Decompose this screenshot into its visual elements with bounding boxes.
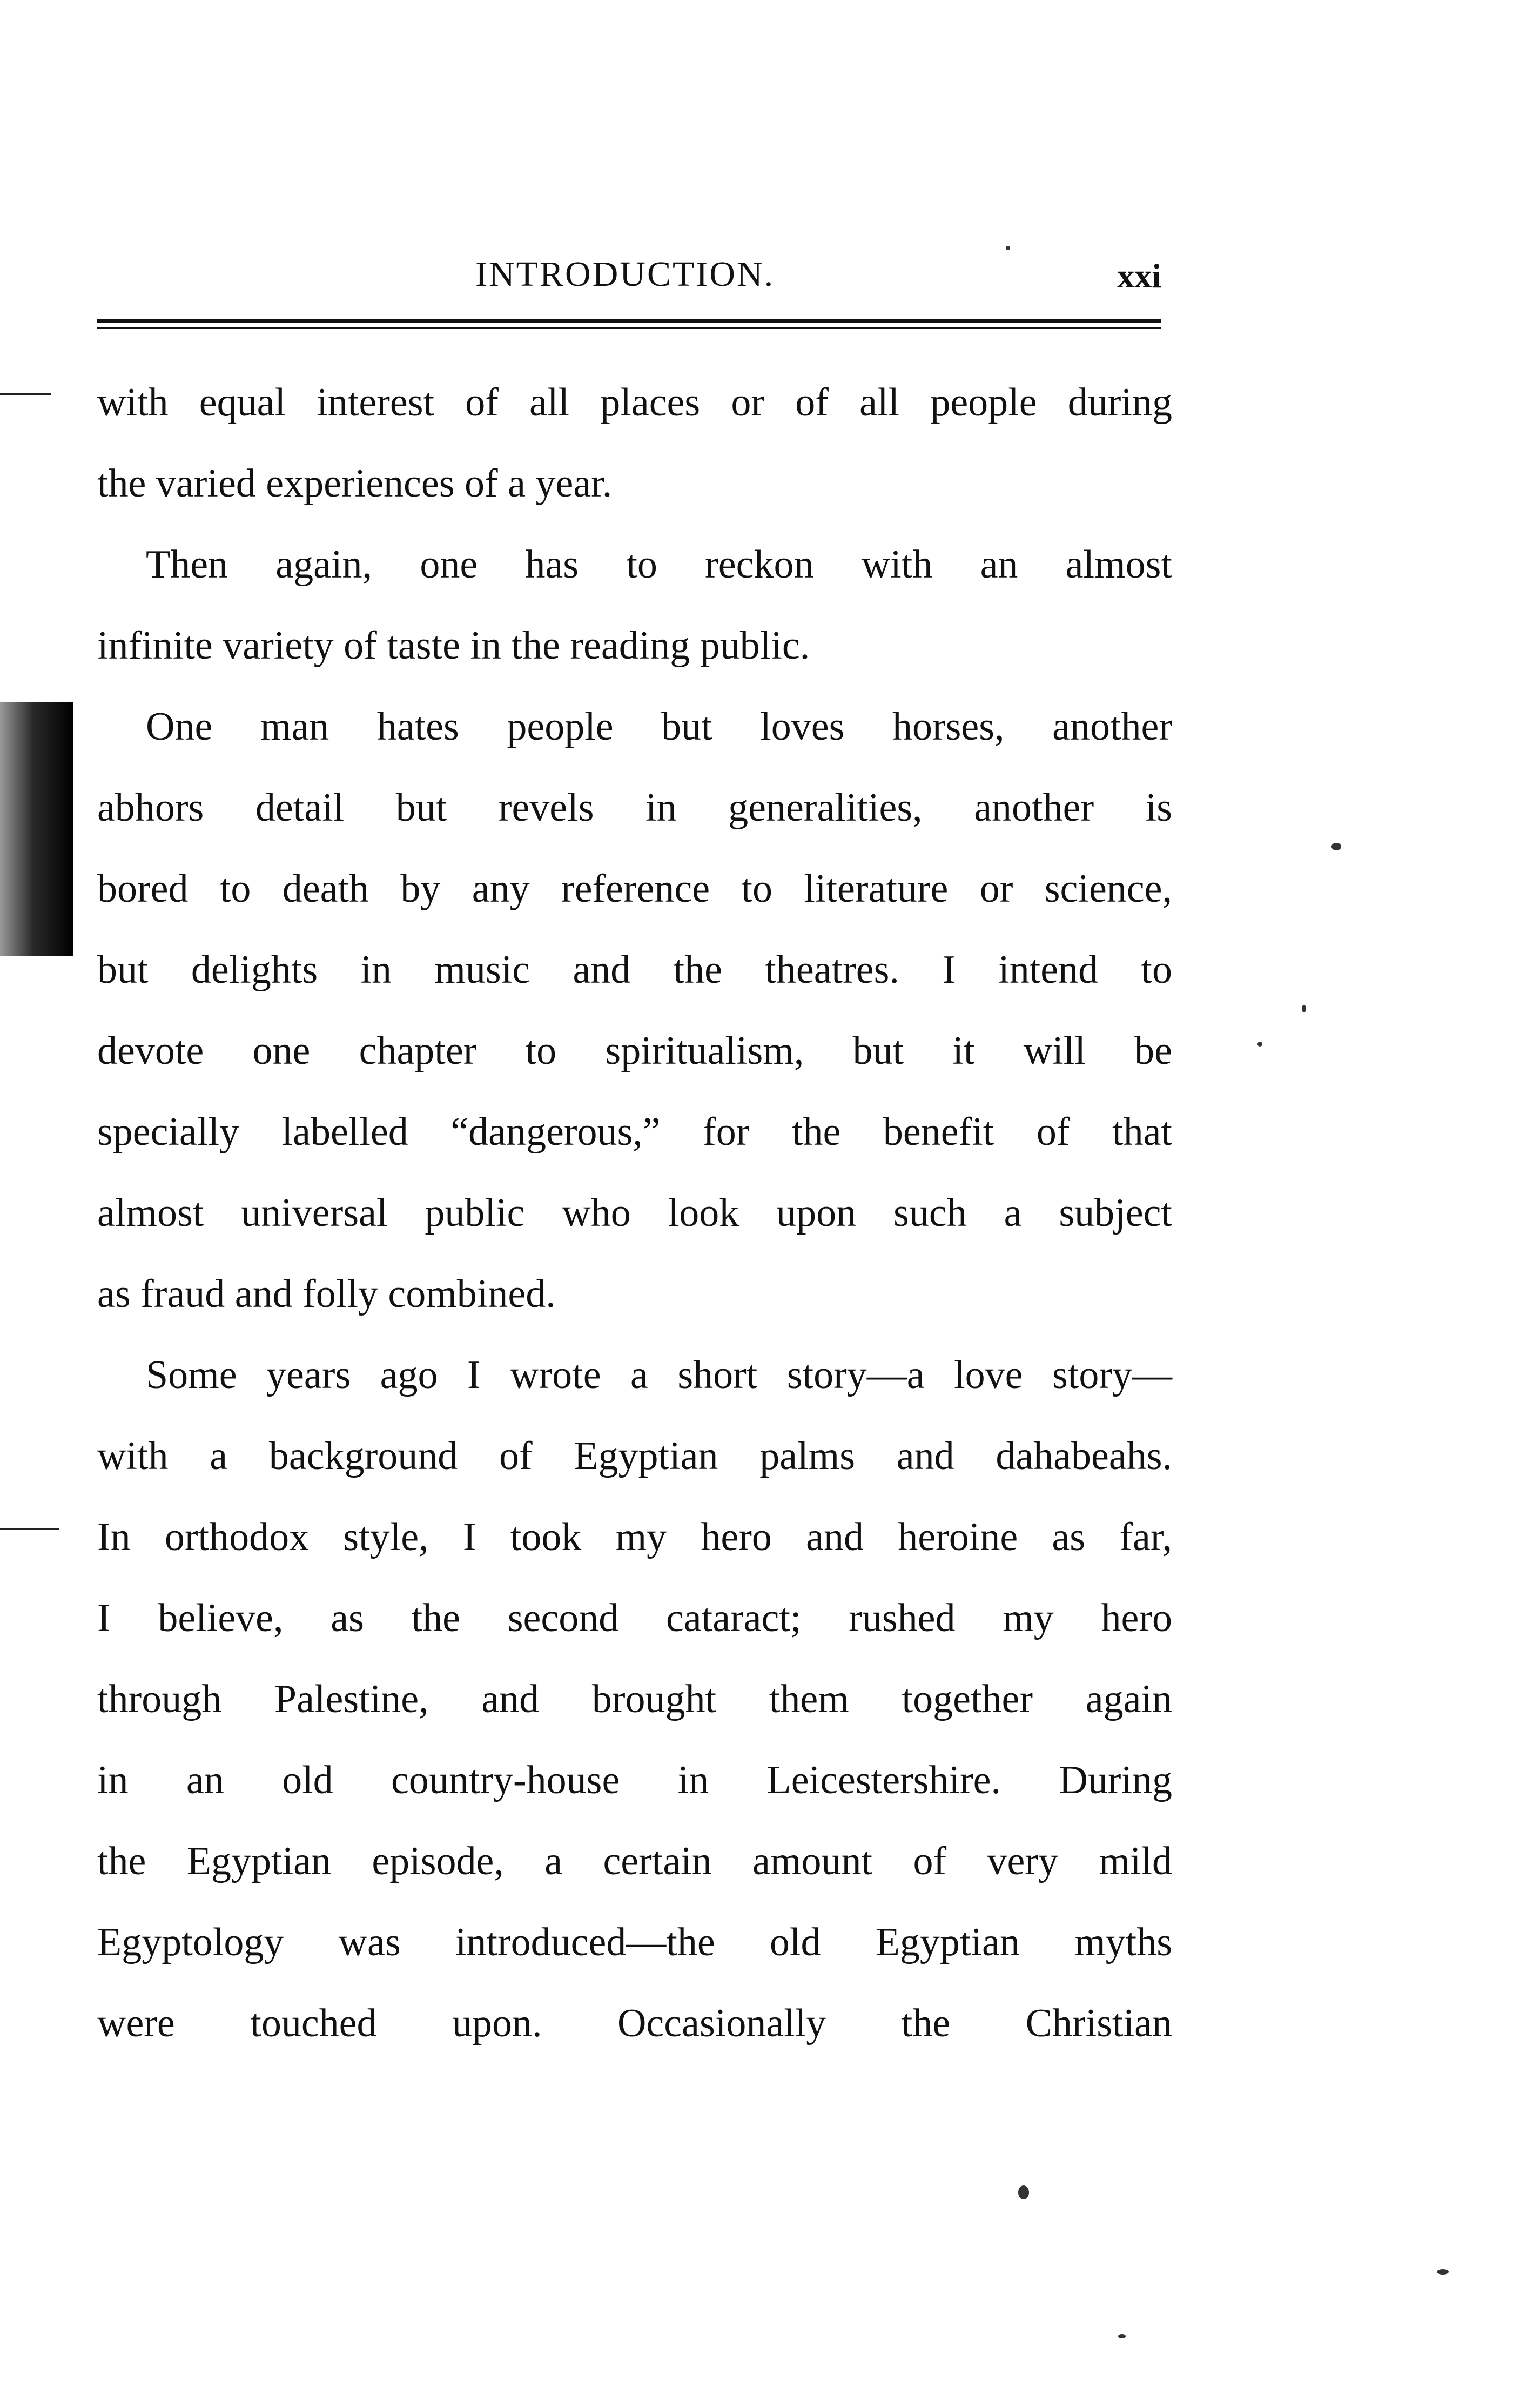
scan-speck — [1331, 843, 1341, 850]
text-line: with equal interest of all places or of all people during — [97, 380, 1172, 425]
text-line: I believe, as the second cataract; rushed my hero — [97, 1596, 1172, 1640]
margin-mark — [0, 1528, 59, 1530]
text-line: In orthodox style, I took my hero and heroine as far, — [97, 1515, 1172, 1559]
text-line: specially labelled “dangerous,” for the benefit of that — [97, 1110, 1172, 1154]
header-rule-thick — [97, 319, 1161, 323]
scan-speck — [1006, 246, 1010, 250]
scan-speck — [1257, 1042, 1262, 1047]
margin-mark — [0, 393, 51, 395]
running-head — [92, 254, 1161, 297]
text-line: Egyptology was introduced—the old Egyptian myths — [97, 1920, 1172, 1964]
text-line: through Palestine, and brought them together again — [97, 1677, 1172, 1721]
text-line: the Egyptian episode, a certain amount of very mild — [97, 1839, 1172, 1883]
page-number: xxi — [1117, 257, 1161, 295]
text-line: abhors detail but revels in generalities, another is — [97, 786, 1172, 830]
scan-speck — [1118, 2334, 1126, 2338]
scan-speck — [1018, 2185, 1029, 2199]
body-text — [97, 362, 1172, 2064]
text-line: almost universal public who look upon such a subject — [97, 1191, 1172, 1235]
running-title: INTRODUCTION. — [475, 254, 775, 294]
text-line: Then again, one has to reckon with an almost — [146, 542, 1172, 587]
text-line: One man hates people but loves horses, another — [146, 705, 1172, 749]
scan-speck — [1302, 1005, 1306, 1012]
text-line: with a background of Egyptian palms and dahabeahs. — [97, 1434, 1172, 1478]
text-line: infinite variety of taste in the reading public. — [97, 623, 810, 668]
text-line: in an old country-house in Leicestershire. During — [97, 1758, 1172, 1802]
text-line: the varied experiences of a year. — [97, 461, 613, 506]
header-rule-thin — [97, 327, 1161, 329]
scan-edge-shadow — [0, 702, 73, 956]
text-line: as fraud and folly combined. — [97, 1272, 556, 1316]
text-line: but delights in music and the theatres. I intend to — [97, 948, 1172, 992]
text-line: devote one chapter to spiritualism, but it will be — [97, 1029, 1172, 1073]
text-line: were touched upon. Occasionally the Christian — [97, 2001, 1172, 2045]
scan-speck — [1437, 2269, 1449, 2275]
text-line: Some years ago I wrote a short story—a love story— — [146, 1353, 1172, 1397]
text-line: bored to death by any reference to literature or science, — [97, 867, 1172, 911]
